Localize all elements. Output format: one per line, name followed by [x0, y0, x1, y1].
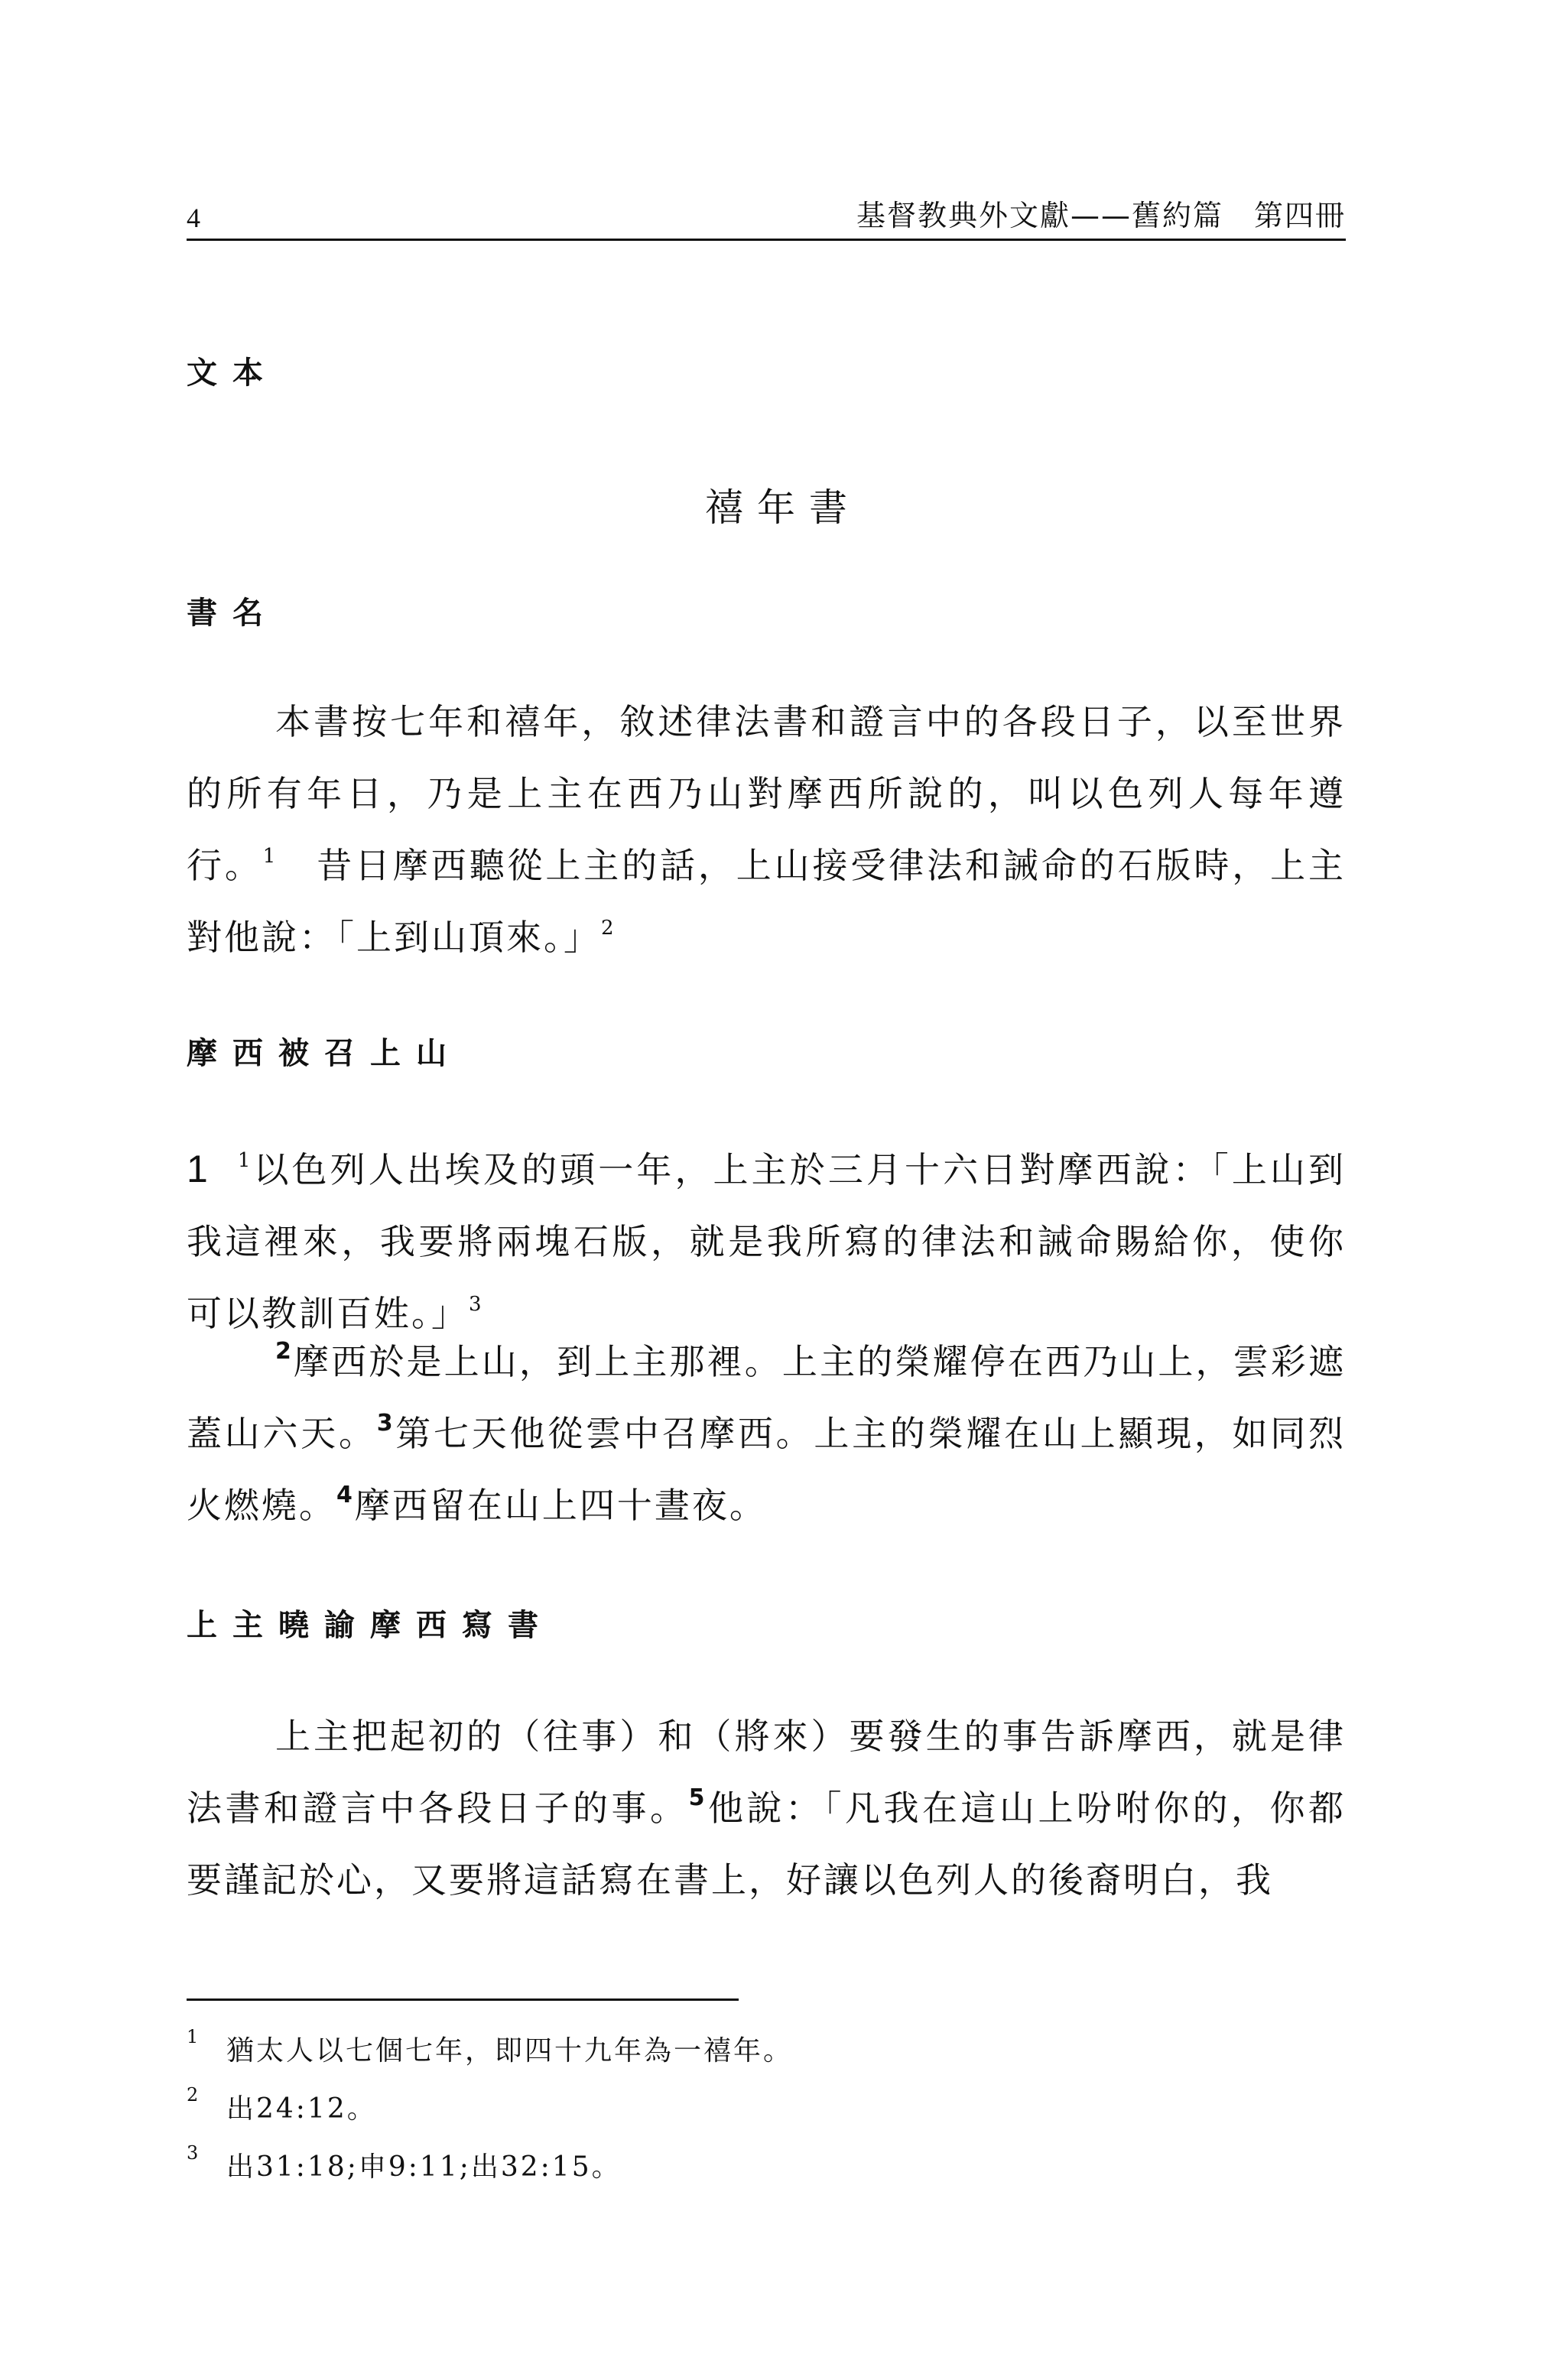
chapter-number: 1	[187, 1148, 210, 1190]
intro-text-2: 昔日摩西聽從上主的話，上山接受律法和誡命的石版時，上主對他說：「上到山頂來。」	[187, 845, 1347, 958]
footnote-ref-1: 1	[262, 844, 278, 868]
verse-number-1: 1	[237, 1148, 253, 1172]
footnote-rule	[187, 1998, 739, 2001]
footnote-ref-2: 2	[601, 916, 616, 940]
verse-number-3: 3	[376, 1409, 395, 1437]
verse-number-2: 2	[275, 1337, 294, 1365]
chapter-1-verses-2-4	[187, 1326, 1346, 1541]
verse-4-text: 摩西留在山上四十晝夜。	[354, 1485, 767, 1526]
footnote-1	[187, 2026, 794, 2068]
footnote-2	[187, 2084, 377, 2126]
verse-2-text: 摩西於是上山，到上主那裡。上主的榮耀停在西乃山上，雲彩遮蓋山六天。	[187, 1341, 1346, 1454]
page-number: 4	[187, 203, 200, 233]
heading-moses-summoned: 摩西被召上山	[187, 1036, 462, 1071]
heading-book-name: 書名	[187, 596, 278, 631]
footnote-3	[187, 2142, 622, 2184]
running-header	[187, 193, 1346, 239]
header-rule	[187, 239, 1346, 241]
instruction-text-1: 上主把起初的（往事）和（將來）要發生的事告訴摩西，就是律法書和證言中各段日子的事。	[187, 1716, 1346, 1829]
footnote-number: 3	[187, 2142, 201, 2164]
intro-text-1: 本書按七年和禧年，敘述律法書和證言中的各段日子，以至世界的所有年日，乃是上主在西乃山對摩西所說的，叫以色列人每年遵行。	[187, 701, 1346, 886]
running-title: 基督教典外文獻——舊約篇 第四冊	[856, 199, 1346, 232]
heading-lord-instructs: 上主曉諭摩西寫書	[187, 1608, 554, 1643]
chapter-1-verse-1	[187, 1133, 1346, 1349]
footnote-text: 出24:12。	[226, 2093, 377, 2125]
footnote-number: 2	[187, 2084, 201, 2106]
book-title: 禧年書	[705, 485, 861, 530]
instruction-paragraph	[187, 1700, 1346, 1916]
footnote-number: 1	[187, 2026, 201, 2047]
section-label-text: 文本	[187, 356, 278, 391]
verse-3-text: 第七天他從雲中召摩西。上主的榮耀在山上顯現，如同烈火燃燒。	[187, 1413, 1346, 1526]
footnote-text: 猶太人以七個七年，即四十九年為一禧年。	[226, 2035, 794, 2067]
verse-number-5: 5	[688, 1784, 707, 1811]
intro-paragraph	[187, 686, 1346, 973]
verse-1-text: 以色列人出埃及的頭一年，上主於三月十六日對摩西說：「上山到我這裡來，我要將兩塊石版，就是我所寫的律法和誡命賜給你，使你可以教訓百姓。」	[187, 1149, 1346, 1334]
footnote-ref-3: 3	[469, 1292, 484, 1316]
footnote-text: 出31:18;申9:11;出32:15。	[226, 2151, 622, 2183]
instruction-text-2: 他說：「凡我在這山上吩咐你的，你都要謹記於心，又要將這話寫在書上，好讓以色列人的後裔明白，我	[187, 1787, 1347, 1901]
verse-number-4: 4	[336, 1481, 355, 1508]
